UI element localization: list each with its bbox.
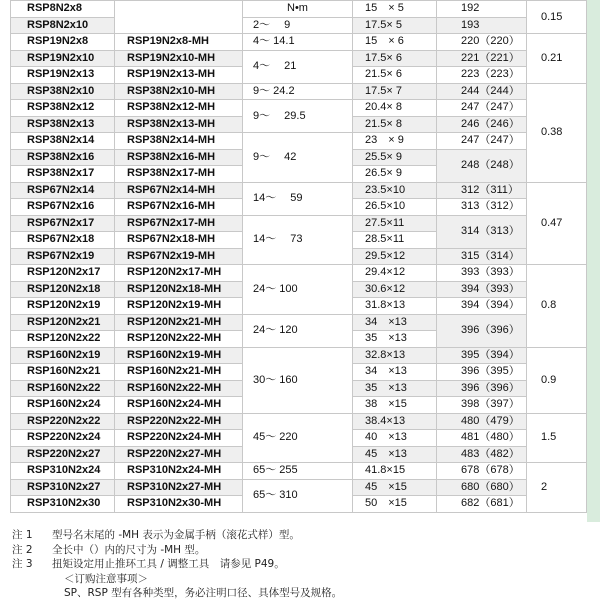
size-cell: 31.8×13 <box>353 298 437 315</box>
table-row <box>11 413 587 430</box>
length-cell: 246（246） <box>437 116 527 133</box>
mh-model-cell: RSP38N2x13-MH <box>115 116 243 133</box>
unit-header: N•m <box>243 1 353 18</box>
size-cell: 34 ×13 <box>353 364 437 381</box>
mh-model-cell: RSP38N2x17-MH <box>115 166 243 183</box>
note-label: 注 3 <box>12 558 33 570</box>
mh-model-cell: RSP160N2x22-MH <box>115 380 243 397</box>
model-cell: RSP310N2x27 <box>11 479 115 496</box>
length-cell: 680（680） <box>437 479 527 496</box>
torque-cell: 30～ 160 <box>243 347 353 413</box>
mh-model-cell: RSP67N2x14-MH <box>115 182 243 199</box>
size-cell: 50 ×15 <box>353 496 437 513</box>
torque-cell: 9～ 42 <box>243 133 353 183</box>
mh-model-cell: RSP120N2x22-MH <box>115 331 243 348</box>
mass-cell: 0.47 <box>527 182 587 265</box>
mass-cell: 0.21 <box>527 34 587 84</box>
note-text: 扭矩设定用止推环工具 / 调整工具 请参见 P49。 <box>52 558 285 570</box>
mh-model-cell: RSP19N2x13-MH <box>115 67 243 84</box>
mass-cell: 1.5 <box>527 413 587 463</box>
length-cell: 396（396） <box>437 380 527 397</box>
torque-cell: 24～ 100 <box>243 265 353 315</box>
model-cell: RSP67N2x17 <box>11 215 115 232</box>
torque-cell: 14～ 73 <box>243 215 353 265</box>
model-cell: RSP220N2x24 <box>11 430 115 447</box>
notes-section <box>12 528 342 601</box>
note-1 <box>12 528 342 543</box>
length-cell: 220（220） <box>437 34 527 51</box>
model-cell: RSP120N2x21 <box>11 314 115 331</box>
length-cell: 480（479） <box>437 413 527 430</box>
table-row <box>11 17 587 34</box>
model-cell: RSP38N2x12 <box>11 100 115 117</box>
size-cell: 15 × 6 <box>353 34 437 51</box>
length-cell: 244（244） <box>437 83 527 100</box>
model-cell: RSP160N2x19 <box>11 347 115 364</box>
torque-cell: 45～ 220 <box>243 413 353 463</box>
mh-model-cell: RSP220N2x27-MH <box>115 446 243 463</box>
length-cell: 395（394） <box>437 347 527 364</box>
model-cell: RSP38N2x16 <box>11 149 115 166</box>
note-label: 注 1 <box>12 529 33 541</box>
table-row <box>11 34 587 51</box>
model-cell: RSP67N2x14 <box>11 182 115 199</box>
model-cell: RSP38N2x14 <box>11 133 115 150</box>
mh-model-cell: RSP310N2x30-MH <box>115 496 243 513</box>
mh-model-cell: RSP120N2x17-MH <box>115 265 243 282</box>
mh-model-cell: RSP220N2x24-MH <box>115 430 243 447</box>
size-cell: 28.5×11 <box>353 232 437 249</box>
table-row <box>11 479 587 496</box>
length-cell: 221（221） <box>437 50 527 67</box>
table-row <box>11 83 587 100</box>
mh-model-cell: RSP19N2x8-MH <box>115 34 243 51</box>
model-cell: RSP38N2x17 <box>11 166 115 183</box>
mh-model-cell: RSP120N2x19-MH <box>115 298 243 315</box>
model-cell: RSP120N2x18 <box>11 281 115 298</box>
note-3 <box>12 557 342 572</box>
length-cell: 394（394） <box>437 298 527 315</box>
mh-model-cell: RSP67N2x17-MH <box>115 215 243 232</box>
length-cell: 394（393） <box>437 281 527 298</box>
mh-model-cell: RSP38N2x10-MH <box>115 83 243 100</box>
length-cell: 396（396） <box>437 314 527 347</box>
size-cell: 29.5×12 <box>353 248 437 265</box>
size-cell: 17.5× 7 <box>353 83 437 100</box>
torque-cell: 9～ 29.5 <box>243 100 353 133</box>
table-row <box>11 1 587 18</box>
table-row <box>11 133 587 150</box>
mh-model-cell: RSP220N2x22-MH <box>115 413 243 430</box>
model-cell: RSP67N2x16 <box>11 199 115 216</box>
model-cell: RSP8N2x8 <box>11 1 115 18</box>
length-cell: 247（247） <box>437 133 527 150</box>
mh-model-cell: RSP160N2x19-MH <box>115 347 243 364</box>
note-text: 型号名末尾的 -MH 表示为金属手柄（滚花式样）型。 <box>52 529 300 541</box>
model-cell: RSP160N2x22 <box>11 380 115 397</box>
length-cell: 193 <box>437 17 527 34</box>
table-row <box>11 347 587 364</box>
table-row <box>11 265 587 282</box>
model-cell: RSP38N2x10 <box>11 83 115 100</box>
model-cell: RSP19N2x13 <box>11 67 115 84</box>
size-cell: 21.5× 8 <box>353 116 437 133</box>
mh-model-cell: RSP19N2x10-MH <box>115 50 243 67</box>
mh-model-cell: RSP38N2x12-MH <box>115 100 243 117</box>
model-cell: RSP19N2x10 <box>11 50 115 67</box>
note-label: 注 2 <box>12 543 33 556</box>
mh-model-cell <box>115 1 243 34</box>
length-cell: 313（312） <box>437 199 527 216</box>
mh-model-cell: RSP120N2x21-MH <box>115 314 243 331</box>
note-2 <box>12 543 342 558</box>
order-notes-title: ＜订购注意事项＞ <box>64 572 148 585</box>
size-cell: 38 ×15 <box>353 397 437 414</box>
table-row <box>11 182 587 199</box>
mass-cell: 0.38 <box>527 83 587 182</box>
length-cell: 483（482） <box>437 446 527 463</box>
size-cell: 26.5×10 <box>353 199 437 216</box>
size-cell: 34 ×13 <box>353 314 437 331</box>
model-cell: RSP220N2x27 <box>11 446 115 463</box>
length-cell: 248（248） <box>437 149 527 182</box>
side-accent-bar <box>587 0 600 522</box>
size-cell: 38.4×13 <box>353 413 437 430</box>
size-cell: 35 ×13 <box>353 380 437 397</box>
size-cell: 23.5×10 <box>353 182 437 199</box>
model-cell: RSP19N2x8 <box>11 34 115 51</box>
length-cell: 192 <box>437 1 527 18</box>
torque-cell: 2～ 9 <box>243 17 353 34</box>
length-cell: 396（395） <box>437 364 527 381</box>
torque-cell: 4～ 21 <box>243 50 353 83</box>
table-row <box>11 50 587 67</box>
table-row <box>11 100 587 117</box>
size-cell: 25.5× 9 <box>353 149 437 166</box>
torque-cell: 24～ 120 <box>243 314 353 347</box>
table-row <box>11 463 587 480</box>
mh-model-cell: RSP67N2x16-MH <box>115 199 243 216</box>
model-cell: RSP67N2x18 <box>11 232 115 249</box>
mh-model-cell: RSP38N2x14-MH <box>115 133 243 150</box>
table-row <box>11 215 587 232</box>
length-cell: 247（247） <box>437 100 527 117</box>
size-cell: 40 ×13 <box>353 430 437 447</box>
model-cell: RSP310N2x24 <box>11 463 115 480</box>
length-cell: 223（223） <box>437 67 527 84</box>
spec-table <box>10 0 587 513</box>
model-cell: RSP8N2x10 <box>11 17 115 34</box>
mass-cell: 2 <box>527 463 587 513</box>
model-cell: RSP120N2x19 <box>11 298 115 315</box>
model-cell: RSP67N2x19 <box>11 248 115 265</box>
torque-cell: 14～ 59 <box>243 182 353 215</box>
torque-cell: 4～ 14.1 <box>243 34 353 51</box>
size-cell: 26.5× 9 <box>353 166 437 183</box>
mh-model-cell: RSP67N2x18-MH <box>115 232 243 249</box>
length-cell: 678（678） <box>437 463 527 480</box>
size-cell: 23 × 9 <box>353 133 437 150</box>
table-row <box>11 314 587 331</box>
note-text: 全长中（）内的尺寸为 -MH 型。 <box>52 543 206 556</box>
mass-cell: 0.9 <box>527 347 587 413</box>
mh-model-cell: RSP160N2x24-MH <box>115 397 243 414</box>
mh-model-cell: RSP160N2x21-MH <box>115 364 243 381</box>
size-cell: 17.5× 5 <box>353 17 437 34</box>
mh-model-cell: RSP120N2x18-MH <box>115 281 243 298</box>
mh-model-cell: RSP310N2x24-MH <box>115 463 243 480</box>
size-cell: 21.5× 6 <box>353 67 437 84</box>
size-cell: 32.8×13 <box>353 347 437 364</box>
mh-model-cell: RSP310N2x27-MH <box>115 479 243 496</box>
size-cell: 17.5× 6 <box>353 50 437 67</box>
mass-cell: 0.15 <box>527 1 587 34</box>
size-cell: 20.4× 8 <box>353 100 437 117</box>
length-cell: 315（314） <box>437 248 527 265</box>
model-cell: RSP38N2x13 <box>11 116 115 133</box>
size-cell: 35 ×13 <box>353 331 437 348</box>
torque-cell: 65～ 310 <box>243 479 353 512</box>
mass-cell: 0.8 <box>527 265 587 348</box>
model-cell: RSP160N2x24 <box>11 397 115 414</box>
length-cell: 682（681） <box>437 496 527 513</box>
model-cell: RSP120N2x22 <box>11 331 115 348</box>
model-cell: RSP220N2x22 <box>11 413 115 430</box>
length-cell: 398（397） <box>437 397 527 414</box>
size-cell: 30.6×12 <box>353 281 437 298</box>
model-cell: RSP120N2x17 <box>11 265 115 282</box>
length-cell: 312（311） <box>437 182 527 199</box>
mh-model-cell: RSP38N2x16-MH <box>115 149 243 166</box>
size-cell: 29.4×12 <box>353 265 437 282</box>
model-cell: RSP160N2x21 <box>11 364 115 381</box>
torque-cell: 9～ 24.2 <box>243 83 353 100</box>
size-cell: 45 ×13 <box>353 446 437 463</box>
model-cell: RSP310N2x30 <box>11 496 115 513</box>
torque-cell: 65～ 255 <box>243 463 353 480</box>
size-cell: 15 × 5 <box>353 1 437 18</box>
length-cell: 481（480） <box>437 430 527 447</box>
order-notes-text: SP、RSP 型有各种类型，务必注明口径、具体型号及规格。 <box>64 587 343 599</box>
size-cell: 45 ×15 <box>353 479 437 496</box>
mh-model-cell: RSP67N2x19-MH <box>115 248 243 265</box>
size-cell: 27.5×11 <box>353 215 437 232</box>
length-cell: 314（313） <box>437 215 527 248</box>
length-cell: 393（393） <box>437 265 527 282</box>
size-cell: 41.8×15 <box>353 463 437 480</box>
